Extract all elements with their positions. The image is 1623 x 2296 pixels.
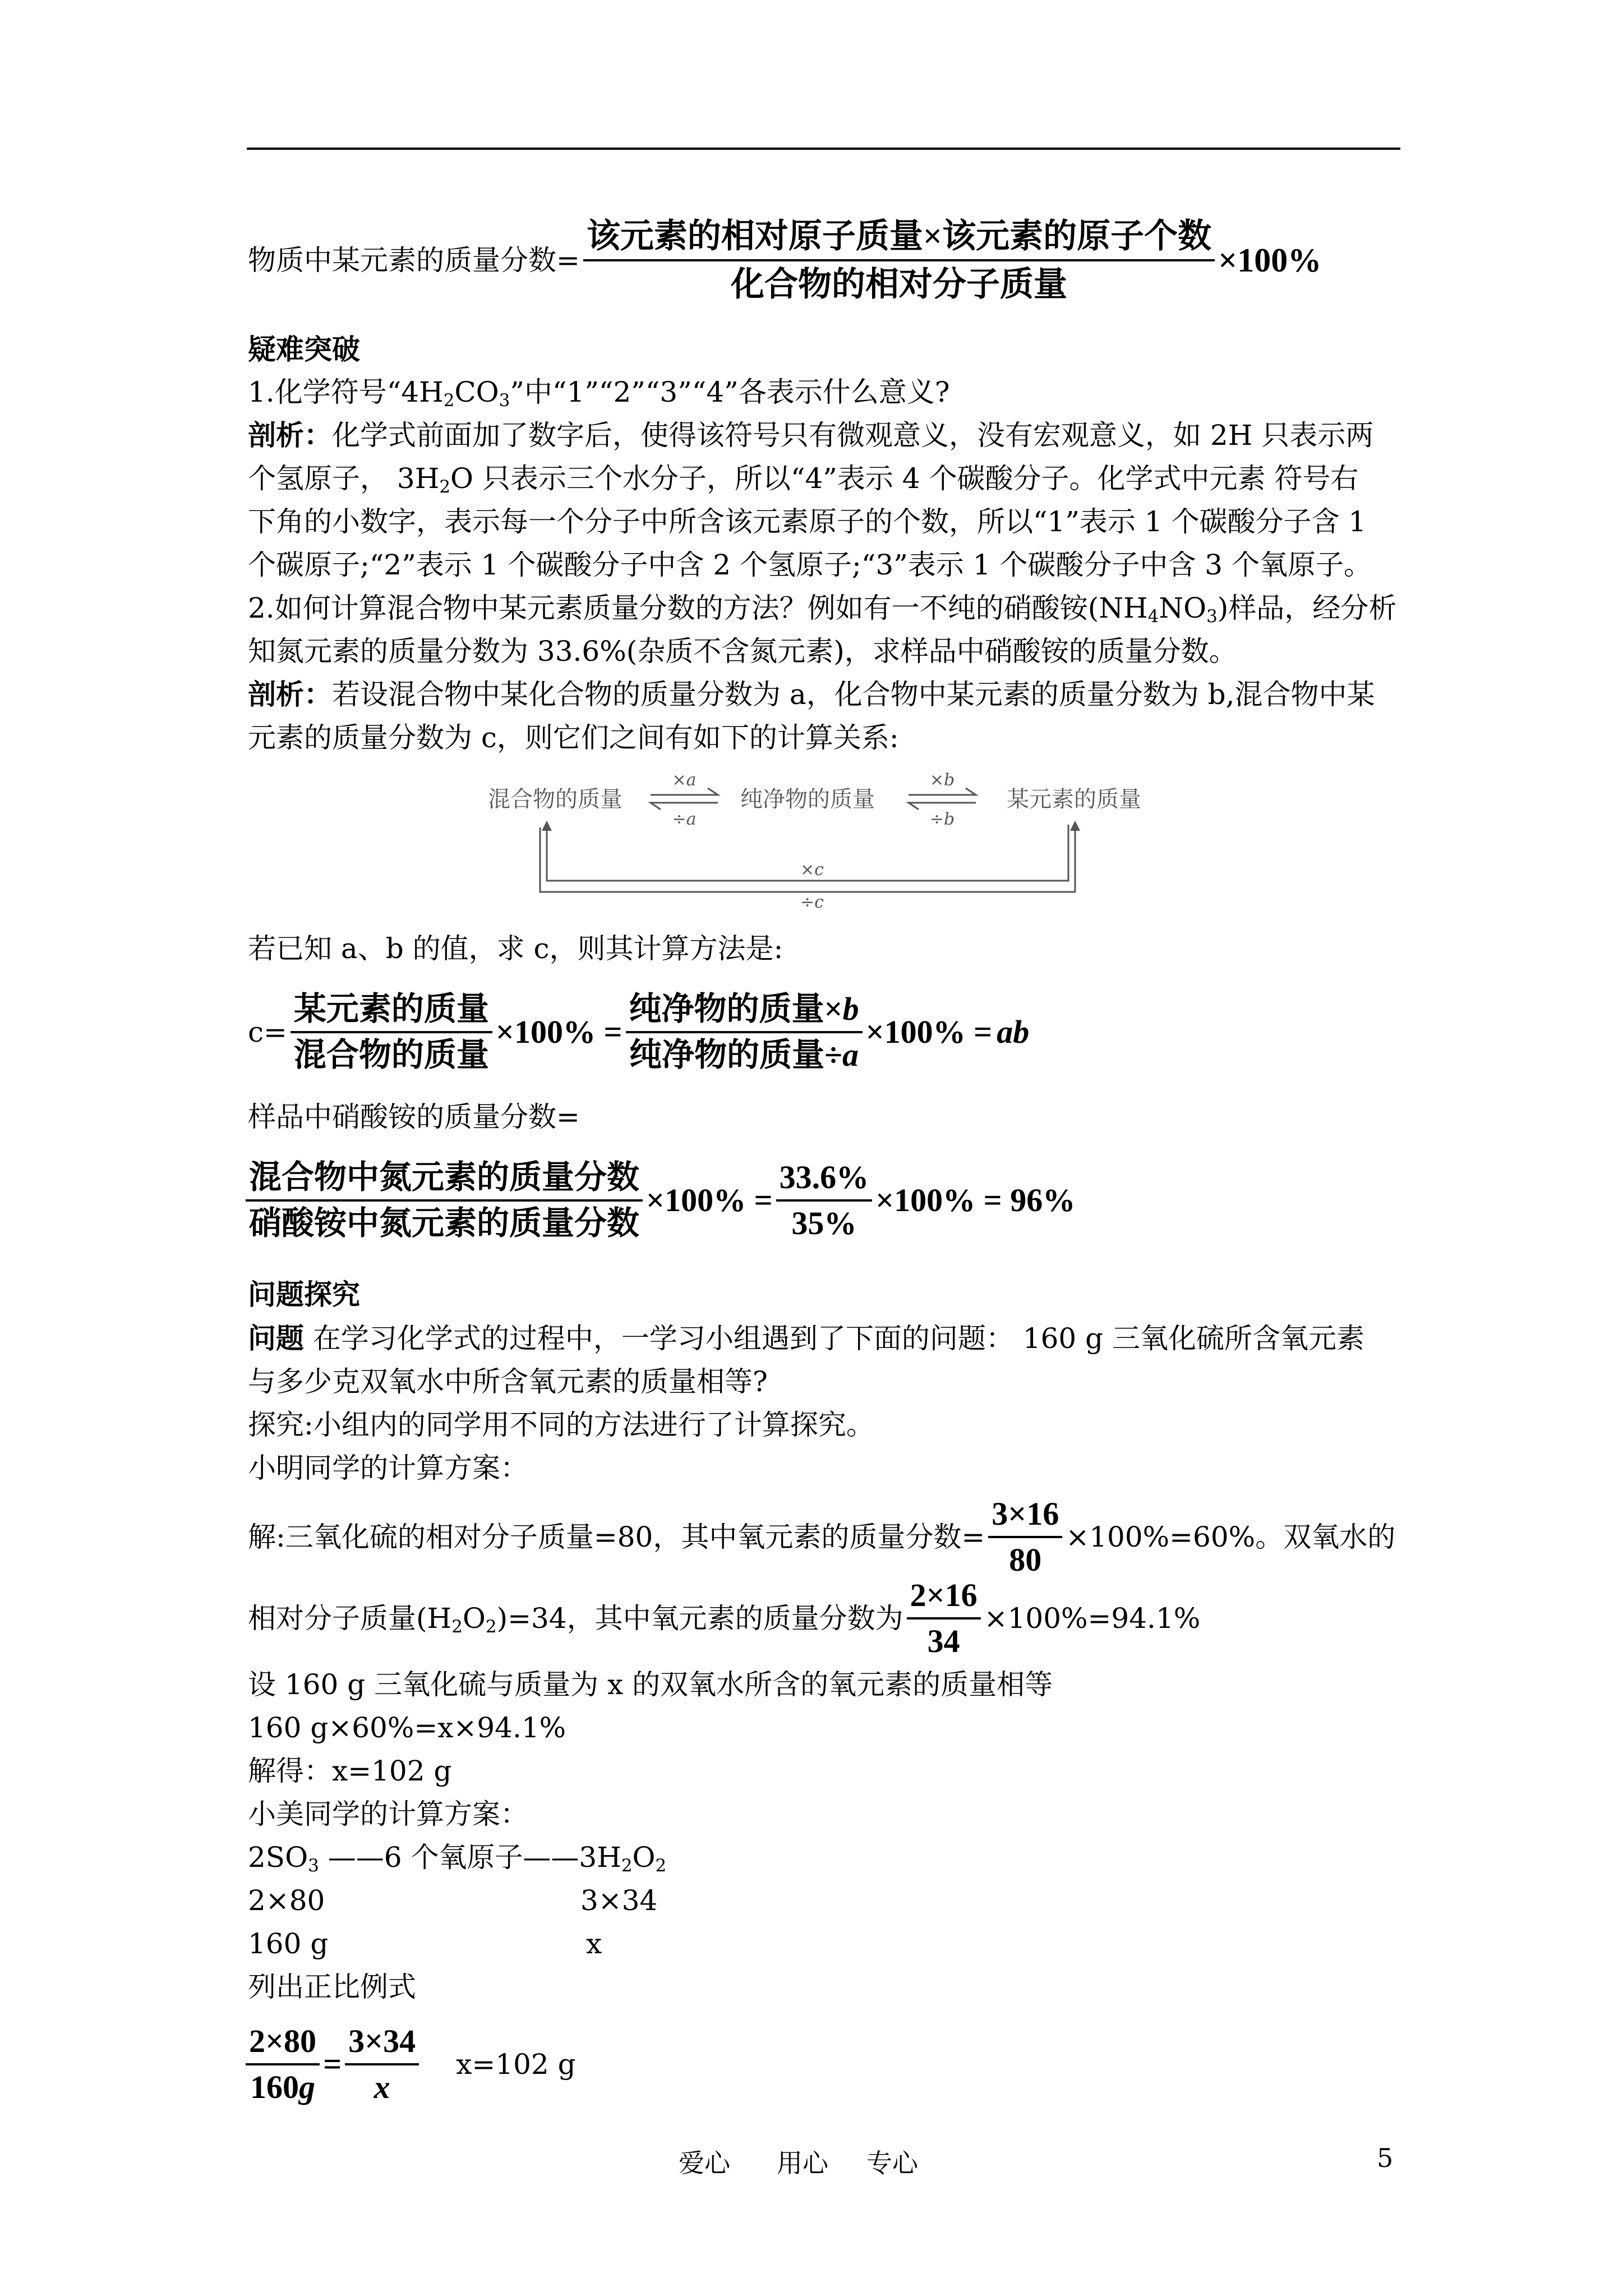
header-rule	[247, 148, 1400, 150]
formula-c	[248, 987, 1029, 1077]
formula4-frac2	[345, 2019, 419, 2109]
problem-line1	[248, 1318, 1364, 1359]
sol2-den: 34	[927, 1623, 960, 1659]
question-1	[248, 372, 950, 412]
ratio-r1-b: ——6 个氧原子——3H	[319, 1841, 621, 1874]
sol2-suffix: ×100%=94.1%	[984, 1602, 1201, 1635]
a1-line2-b: O 只表示三个水分子，所以“4”表示 4 个碳酸分子。化学式中元素 符号右	[450, 462, 1359, 495]
footer-motto-2: 用心	[777, 2148, 828, 2178]
q2-line1-b: NO	[1159, 592, 1207, 624]
analysis-2-line1	[248, 674, 1375, 715]
analysis-1-text1: 化学式前面加了数字后，使得该符号只有微观意义，没有宏观意义，如 2H 只表示两	[332, 419, 1374, 452]
problem-line2: 与多少克双氧水中所含氧元素的质量相等?	[248, 1365, 768, 1398]
label-div-c: ÷c	[800, 892, 824, 912]
footer-motto-1: 爱心	[679, 2148, 730, 2178]
section-title-difficult: 疑难突破	[248, 333, 360, 366]
mass-fraction-formula	[248, 213, 1321, 307]
sol2-prefix-b: O	[462, 1602, 486, 1635]
q1-prefix: 1.化学符号“4H	[248, 376, 444, 408]
formula1-numerator: 该元素的相对原子质量×该元素的原子个数	[583, 213, 1215, 261]
formula1-fraction	[583, 213, 1215, 307]
arrowhead-c-left	[542, 821, 552, 831]
formula2-den1: 混合物的质量	[293, 1037, 489, 1073]
formula2-den2-var: a	[842, 1037, 859, 1073]
set-line: 设 160 g 三氧化硫与质量为 x 的双氧水所含的氧元素的质量相等	[248, 1668, 1053, 1701]
formula-sample	[246, 1156, 1075, 1245]
sol1-fraction	[988, 1492, 1062, 1582]
formula2-frac1	[291, 987, 492, 1077]
solution-1	[248, 1492, 1395, 1582]
analysis-label-2: 剖析：	[248, 678, 332, 711]
sol2-fraction	[907, 1573, 981, 1663]
relation-diagram	[482, 766, 1172, 912]
sol1-suffix: ×100%=60%。双氧水的	[1066, 1521, 1396, 1553]
formula4-den1-var: g	[299, 2069, 316, 2105]
formula2-num2: 纯净物的质量×	[629, 991, 843, 1027]
ratio-row-2-left: 2×80	[248, 1884, 325, 1917]
q2-line1-c: )样品，经分析	[1217, 592, 1397, 624]
arrow-div-b	[909, 803, 976, 809]
ratio-row-2-right: 3×34	[580, 1884, 658, 1917]
label-mul-b: ×b	[929, 770, 955, 790]
formula3-frac1	[246, 1156, 643, 1245]
diagram-box-pure: 纯净物的质量	[740, 786, 875, 812]
sol2-prefix-a: 相对分子质量(H	[248, 1602, 452, 1635]
q2-sub1: 4	[1147, 606, 1159, 627]
analysis-2-line2: 元素的质量分数为 c，则它们之间有如下的计算关系:	[248, 721, 899, 754]
solution-2	[248, 1573, 1200, 1663]
known-ab-line: 若已知 a、b 的值，求 c，则其计算方法是:	[248, 932, 783, 965]
ratio-r1-sub3: 2	[655, 1855, 667, 1876]
formula2-num2-var: b	[842, 991, 859, 1027]
formula1-prefix: 物质中某元素的质量分数=	[248, 244, 580, 277]
formula2-result: ab	[997, 1014, 1030, 1050]
formula4-num2: 3×34	[345, 2019, 419, 2065]
formula2-mid: ×100% =	[495, 1014, 623, 1050]
formula3-num1: 混合物中氮元素的质量分数	[246, 1156, 643, 1202]
formula2-frac2	[626, 987, 863, 1077]
diagram-box-element: 某元素的质量	[1007, 786, 1141, 812]
ratio-r1-sub: 3	[308, 1855, 319, 1876]
sol2-sub1: 2	[451, 1616, 463, 1637]
q1-sub1: 2	[443, 390, 455, 411]
equation-line: 160 g×60%=x×94.1%	[248, 1711, 566, 1744]
sol2-prefix-c: )=34，其中氧元素的质量分数为	[496, 1602, 903, 1635]
xiaoming-label: 小明同学的计算方案：	[248, 1452, 528, 1484]
solve-line: 解得：x=102 g	[248, 1755, 452, 1787]
q1-mid: CO	[454, 376, 499, 408]
formula3-mid: ×100% =	[646, 1182, 773, 1218]
formula3-suffix: ×100% = 96%	[875, 1182, 1076, 1218]
sol2-num: 2×16	[907, 1573, 981, 1619]
sol1-den: 80	[1009, 1542, 1042, 1578]
diagram-box-mixture: 混合物的质量	[488, 786, 623, 812]
formula4-eq: =	[323, 2046, 342, 2082]
formula3-den1: 硝酸铵中氮元素的质量分数	[249, 1205, 640, 1241]
sample-label: 样品中硝酸铵的质量分数=	[248, 1101, 580, 1133]
label-div-a: ÷a	[672, 809, 697, 829]
arrowhead-c-right	[1070, 821, 1080, 831]
sol1-prefix: 解:三氧化硫的相对分子质量=80，其中氧元素的质量分数=	[248, 1521, 985, 1553]
formula2-prefix: c=	[248, 1016, 287, 1048]
formula4-den1: 160	[250, 2069, 299, 2105]
label-div-b: ÷b	[929, 809, 955, 829]
formula2-den2: 纯净物的质量÷	[629, 1037, 842, 1073]
a1-line2-a: 个氢原子， 3H	[248, 462, 440, 495]
proportion-formula	[246, 2019, 576, 2109]
label-mul-c: ×c	[800, 860, 824, 880]
footer-motto-3: 专心	[866, 2148, 918, 2178]
q1-suffix: ”中“1”“2”“3”“4”各表示什么意义?	[510, 376, 950, 408]
formula4-den2-var: x	[374, 2069, 390, 2105]
ratio-r1-a: 2SO	[248, 1841, 308, 1874]
analysis-1-line1	[248, 415, 1373, 455]
analysis-2-text1: 若设混合物中某化合物的质量分数为 a，化合物中某元素的质量分数为 b,混合物中某	[332, 678, 1375, 711]
question-2-line1	[248, 588, 1396, 628]
proportion-label: 列出正比例式	[248, 1971, 416, 2003]
formula4-frac1	[246, 2019, 320, 2109]
formula2-suffix: ×100% =	[865, 1014, 993, 1050]
problem-label: 问题	[248, 1322, 304, 1355]
formula4-answer: x=102 g	[456, 2048, 576, 2081]
ratio-row-3-right: x	[586, 1927, 602, 1960]
formula1-denominator: 化合物的相对分子质量	[731, 266, 1067, 303]
a1-line2-sub: 2	[439, 476, 451, 497]
formula4-num1: 2×80	[246, 2019, 320, 2065]
formula3-frac2	[776, 1156, 873, 1245]
q2-line1-a: 2.如何计算混合物中某元素质量分数的方法？例如有一不纯的硝酸铵(NH	[248, 592, 1148, 624]
formula2-num1: 某元素的质量	[291, 987, 492, 1033]
formula1-suffix: ×100%	[1218, 242, 1322, 279]
question-2-line2: 知氮元素的质量分数为 33.6%(杂质不含氮元素)，求样品中硝酸铵的质量分数。	[248, 635, 1237, 668]
analysis-1-line4: 个碳原子;“2”表示 1 个碳酸分子中含 2 个氢原子;“3”表示 1 个碳酸分子中含 3 个氧原子。	[248, 549, 1372, 581]
analysis-1-line3: 下角的小数字，表示每一个分子中所含该元素原子的个数，所以“1”表示 1 个碳酸分子含 1	[248, 505, 1367, 538]
ratio-r1-sub2: 2	[621, 1855, 633, 1876]
ratio-row-1	[248, 1837, 666, 1878]
analysis-label: 剖析：	[248, 418, 332, 452]
q2-sub2: 3	[1206, 606, 1218, 627]
problem-text1: 在学习化学式的过程中，一学习小组遇到了下面的问题： 160 g 三氧化硫所含氧元素	[304, 1322, 1365, 1355]
label-mul-a: ×a	[672, 770, 697, 790]
formula3-den2: 35%	[791, 1205, 857, 1241]
ratio-row-3-left: 160 g	[248, 1927, 329, 1960]
sol2-sub2: 2	[485, 1616, 497, 1637]
sol1-num: 3×16	[988, 1492, 1062, 1538]
page-number: 5	[1377, 2143, 1394, 2173]
formula3-num2: 33.6%	[776, 1156, 873, 1202]
arrow-div-a	[651, 803, 718, 809]
analysis-1-line2	[248, 458, 1358, 499]
explore-line: 探究:小组内的同学用不同的方法进行了计算探究。	[248, 1409, 874, 1441]
section-title-explore: 问题探究	[248, 1278, 360, 1311]
q1-sub2: 3	[499, 390, 510, 411]
xiaomei-label: 小美同学的计算方案：	[248, 1798, 528, 1830]
ratio-r1-c: O	[632, 1841, 656, 1874]
